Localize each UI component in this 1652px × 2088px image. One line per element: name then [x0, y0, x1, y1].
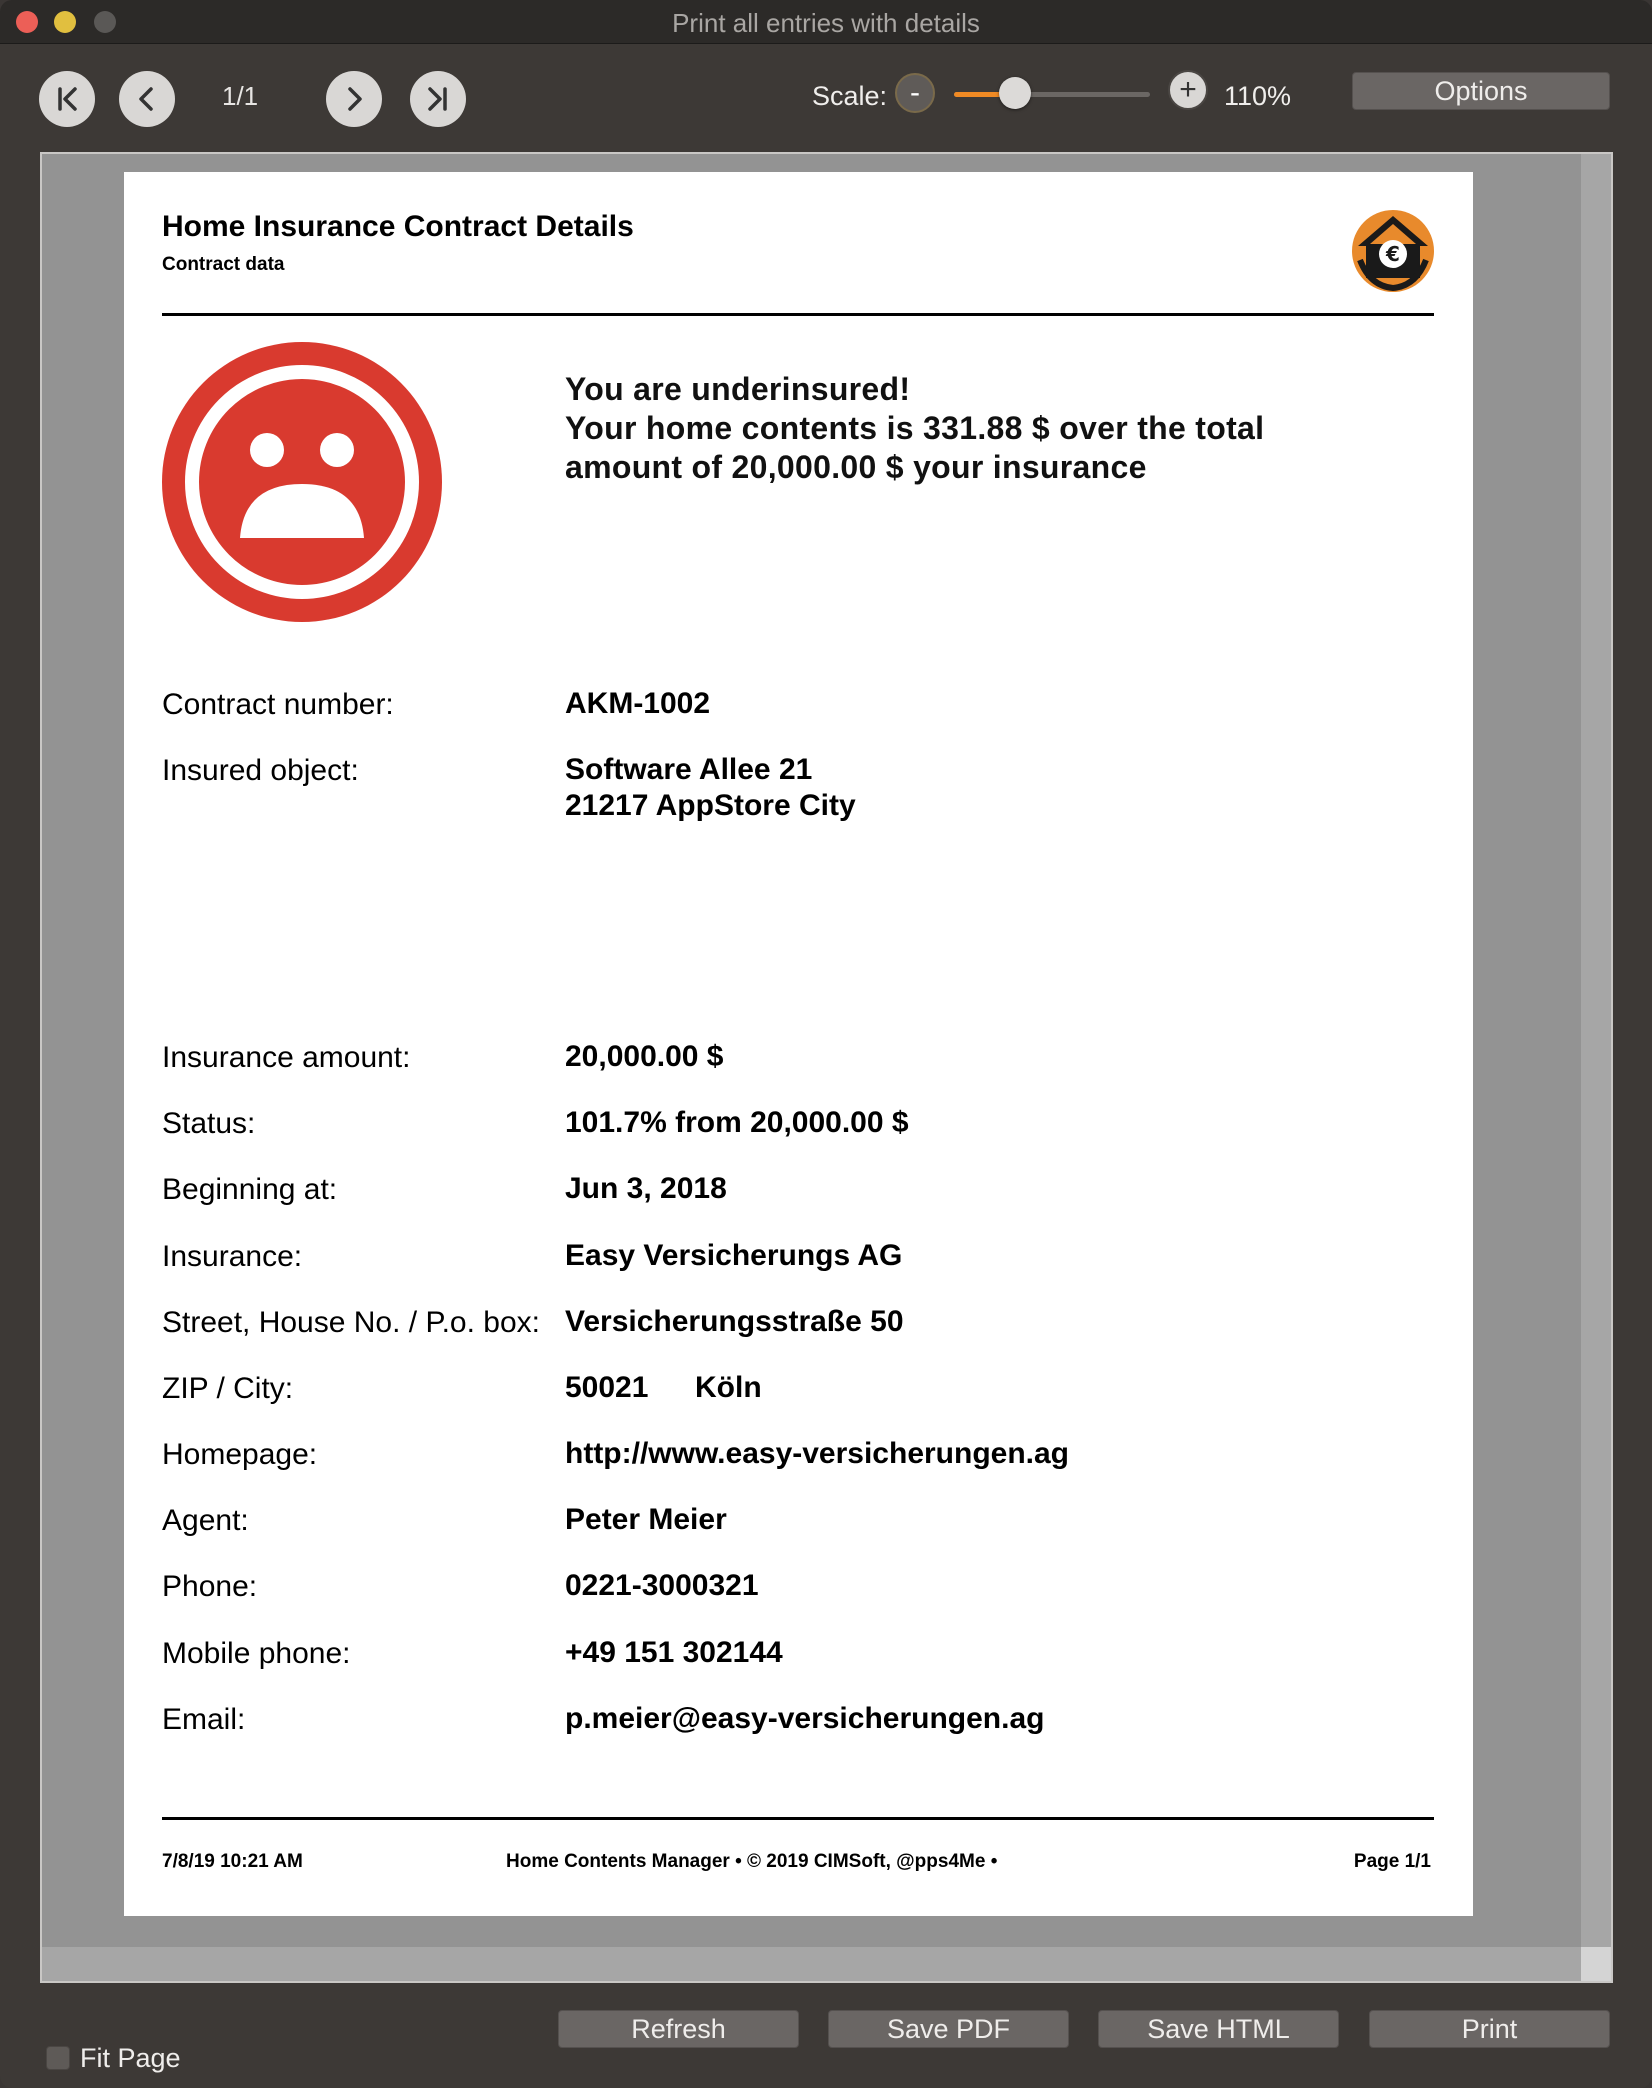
zoom-out-button[interactable]: - — [895, 73, 935, 113]
toolbar — [0, 45, 1652, 151]
mobile-value: +49 151 302144 — [565, 1636, 783, 1669]
city-value: Köln — [695, 1371, 762, 1404]
street-label: Street, House No. / P.o. box: — [162, 1306, 540, 1339]
page-indicator: 1/1 — [222, 81, 259, 111]
status-label: Status: — [162, 1107, 256, 1140]
first-page-icon — [51, 83, 83, 115]
zoom-in-button[interactable]: + — [1168, 70, 1208, 110]
title-bar — [0, 0, 1652, 44]
status-value: 101.7% from 20,000.00 $ — [565, 1106, 909, 1139]
svg-text:€: € — [1386, 242, 1400, 266]
fit-page-checkbox[interactable] — [46, 2046, 70, 2070]
window-title: Print all entries with details — [672, 8, 980, 38]
homepage-label: Homepage: — [162, 1438, 318, 1471]
last-page-button[interactable] — [410, 71, 466, 127]
agent-value: Peter Meier — [565, 1503, 727, 1536]
print-button[interactable]: Print — [1369, 2010, 1610, 2048]
insurance-amount-value: 20,000.00 $ — [565, 1040, 724, 1073]
insurance-amount-label: Insurance amount: — [162, 1041, 411, 1074]
insured-object-line1: Software Allee 21 — [565, 753, 813, 786]
zoom-slider-knob[interactable] — [999, 77, 1031, 109]
insurance-label: Insurance: — [162, 1240, 303, 1273]
zip-city-value — [565, 1370, 762, 1406]
refresh-button[interactable]: Refresh — [558, 2010, 799, 2048]
street-value: Versicherungsstraße 50 — [565, 1305, 904, 1338]
agent-label: Agent: — [162, 1504, 249, 1537]
last-page-icon — [422, 83, 454, 115]
zip-city-label: ZIP / City: — [162, 1372, 294, 1405]
first-page-button[interactable] — [39, 71, 95, 127]
email-label: Email: — [162, 1703, 246, 1736]
phone-label: Phone: — [162, 1570, 258, 1603]
fit-page-label: Fit Page — [80, 2043, 181, 2073]
insured-object-label: Insured object: — [162, 754, 359, 787]
vertical-scrollbar[interactable] — [1581, 154, 1611, 1948]
previous-page-icon — [131, 83, 163, 115]
insured-object-line2: 21217 AppStore City — [565, 789, 856, 822]
save-pdf-button[interactable]: Save PDF — [828, 2010, 1069, 2048]
scale-label: Scale: — [812, 81, 888, 111]
footer-page-number: Page 1/1 — [1353, 1851, 1431, 1872]
horizontal-scrollbar[interactable] — [42, 1947, 1582, 1981]
save-html-button[interactable]: Save HTML — [1098, 2010, 1339, 2048]
scroll-corner — [1581, 1947, 1611, 1981]
insurance-value: Easy Versicherungs AG — [565, 1239, 903, 1272]
footer-timestamp: 7/8/19 10:21 AM — [162, 1851, 303, 1872]
options-button[interactable]: Options — [1352, 72, 1610, 110]
homepage-value: http://www.easy-versicherungen.ag — [565, 1437, 1070, 1470]
underinsured-warning: You are underinsured! Your home contents is 331.88 $ over the total amount of 20,000.00 $ your insurance — [565, 371, 1265, 485]
beginning-value: Jun 3, 2018 — [565, 1172, 727, 1205]
zip-value: 50021 — [565, 1371, 649, 1404]
header-rule — [162, 313, 1434, 316]
sad-face-icon — [162, 342, 442, 622]
house-euro-logo-icon — [1350, 208, 1436, 294]
mobile-label: Mobile phone: — [162, 1637, 351, 1670]
footer-copyright: Home Contents Manager • © 2019 CIMSoft, @pps4Me • — [506, 1851, 998, 1872]
contract-number-label: Contract number: — [162, 688, 394, 721]
email-value: p.meier@easy-versicherungen.ag — [565, 1702, 1045, 1735]
previous-page-button[interactable] — [119, 71, 175, 127]
document-page — [124, 172, 1473, 1916]
document-title: Home Insurance Contract Details — [162, 210, 634, 243]
zoom-slider[interactable] — [954, 92, 1150, 97]
beginning-label: Beginning at: — [162, 1173, 338, 1206]
document-subtitle: Contract data — [162, 254, 285, 275]
contract-number-value: AKM-1002 — [565, 687, 711, 720]
next-page-button[interactable] — [326, 71, 382, 127]
footer-rule — [162, 1817, 1434, 1820]
next-page-icon — [338, 83, 370, 115]
phone-value: 0221-3000321 — [565, 1569, 759, 1602]
zoom-percent: 110% — [1224, 81, 1292, 111]
